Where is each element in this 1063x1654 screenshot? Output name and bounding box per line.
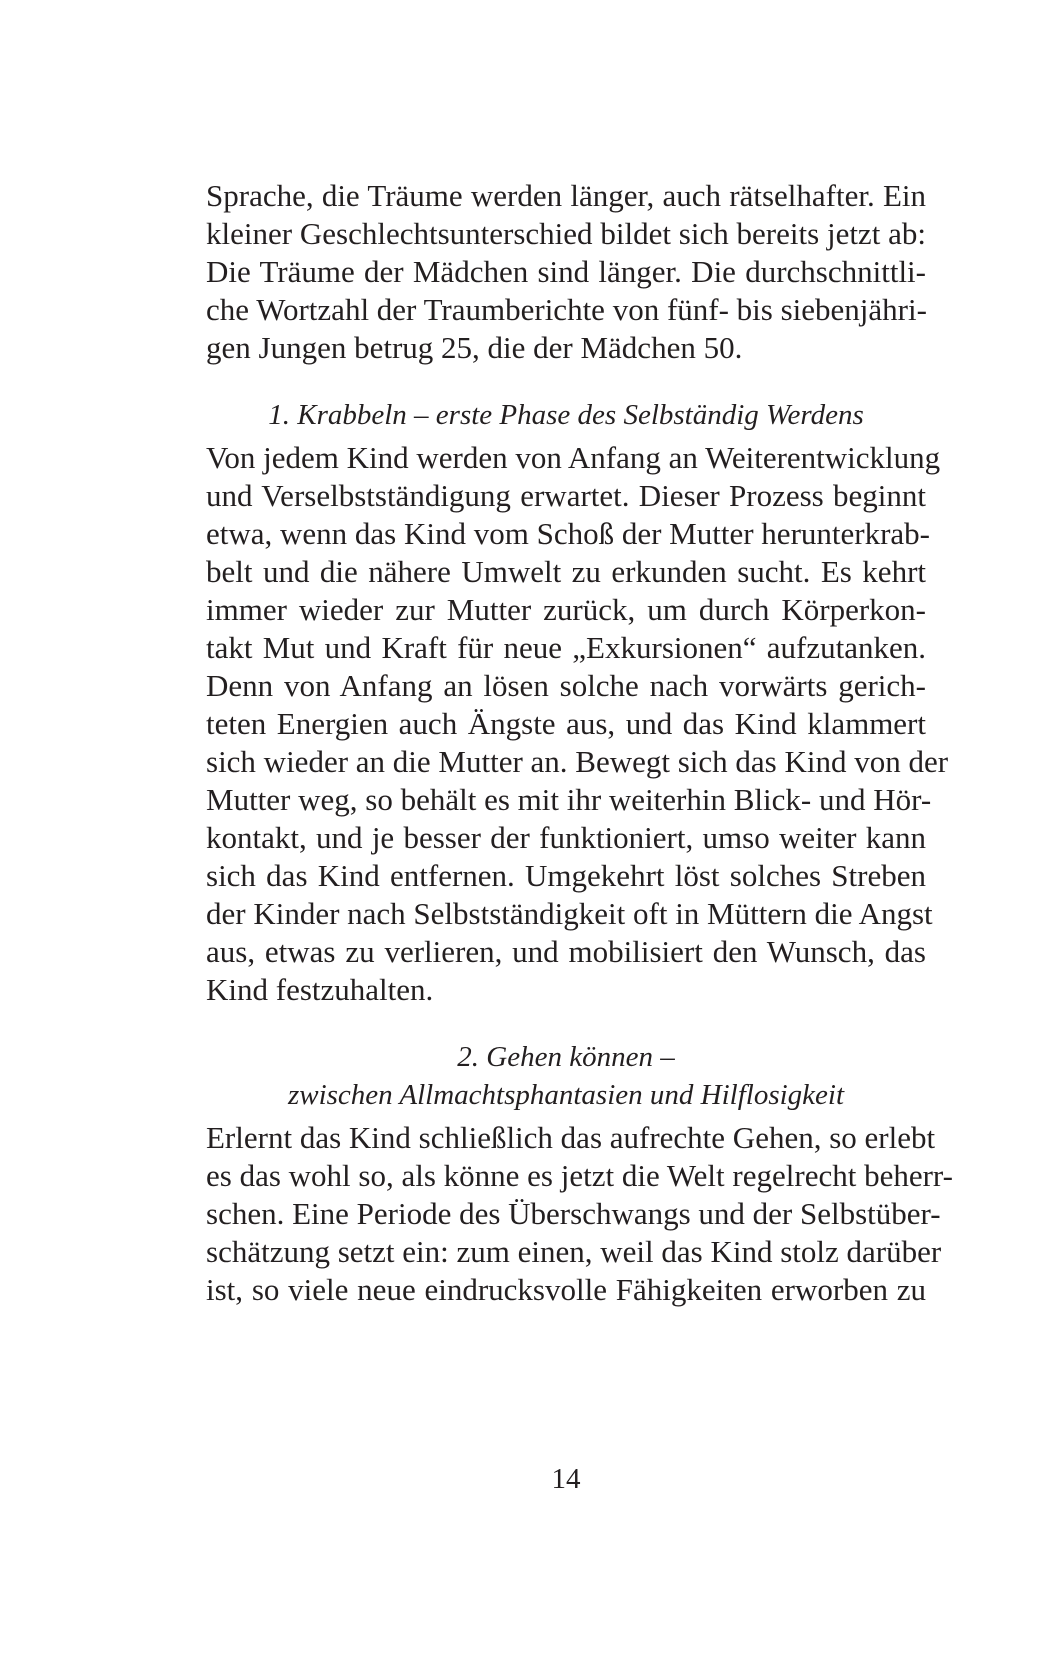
text-line: der Kinder nach Selbstständigkeit oft in Müttern die Angst [206,896,933,931]
text-line: Kind festzuhalten. [206,972,434,1007]
text-line: aus, etwas zu verlieren, und mobilisiert den Wunsch, das [206,934,926,969]
text-line: Die Träume der Mädchen sind länger. Die durchschnittli- [206,254,926,289]
section-heading-2: zwischen Allmachtsphantasien und Hilflosigkeit [287,1079,845,1111]
text-line: sich das Kind entfernen. Umgekehrt löst solches Streben [206,858,926,893]
text-line: etwa, wenn das Kind vom Schoß der Mutter herunterkrab- [206,516,930,551]
text-line: es das wohl so, als könne es jetzt die Welt regelrecht beherr- [206,1158,953,1193]
section-heading-2: 2. Gehen können – [457,1041,675,1073]
page-number: 14 [551,1463,581,1495]
section-heading-1: 1. Krabbeln – erste Phase des Selbständig Werdens [268,399,864,431]
text-line: kontakt, und je besser der funktioniert, umso weiter kann [206,820,926,855]
text-line: kleiner Geschlechtsunterschied bildet sich bereits jetzt ab: [206,216,926,251]
text-line: teten Energien auch Ängste aus, und das Kind klammert [206,706,926,741]
text-line: und Verselbstständigung erwartet. Dieser Prozess beginnt [206,478,926,513]
text-line: ist, so viele neue eindrucksvolle Fähigkeiten erworben zu [206,1272,926,1307]
text-line: immer wieder zur Mutter zurück, um durch Körperkon- [206,592,926,627]
text-line: sich wieder an die Mutter an. Bewegt sich das Kind von der [206,744,949,779]
text-line: gen Jungen betrug 25, die der Mädchen 50. [206,330,743,365]
text-line: Erlernt das Kind schließlich das aufrechte Gehen, so erlebt [206,1120,936,1155]
text-line: Denn von Anfang an lösen solche nach vorwärts gerich- [206,668,926,703]
text-line: belt und die nähere Umwelt zu erkunden sucht. Es kehrt [206,554,926,589]
text-line: che Wortzahl der Traumberichte von fünf- bis siebenjähri- [206,292,927,327]
text-line: schätzung setzt ein: zum einen, weil das Kind stolz darüber [206,1234,942,1269]
text-line: Von jedem Kind werden von Anfang an Weiterentwicklung [206,440,941,475]
text-line: schen. Eine Periode des Überschwangs und der Selbstüber- [206,1196,941,1231]
text-line: Sprache, die Träume werden länger, auch rätselhafter. Ein [206,178,926,213]
text-line: Mutter weg, so behält es mit ihr weiterhin Blick- und Hör- [206,782,932,817]
text-line: takt Mut und Kraft für neue „Exkursionen“ aufzutanken. [206,630,926,665]
